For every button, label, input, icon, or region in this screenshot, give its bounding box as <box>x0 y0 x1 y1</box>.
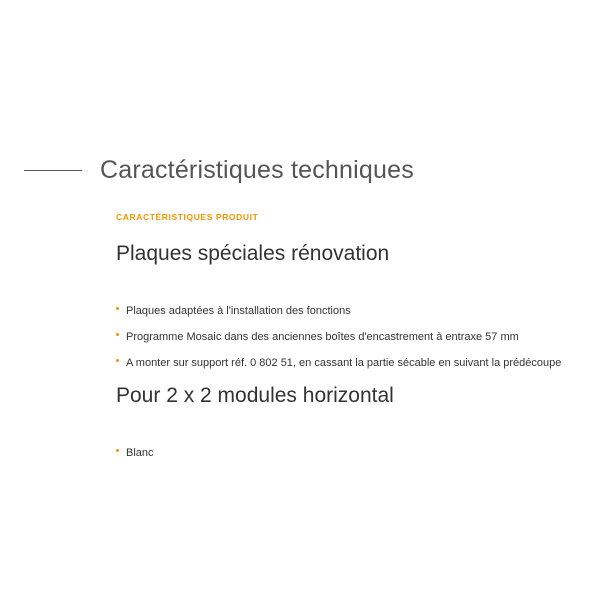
product-characteristics <box>116 212 592 459</box>
bullet-icon <box>116 333 119 336</box>
section-header <box>24 156 414 185</box>
feature-list <box>116 304 561 382</box>
list-item <box>116 356 561 382</box>
list-item <box>116 446 154 472</box>
section-title: Caractéristiques techniques <box>100 156 414 184</box>
bullet-icon <box>116 307 119 310</box>
module-heading: Pour 2 x 2 modules horizontal <box>116 384 394 407</box>
product-heading: Plaques spéciales rénovation <box>116 242 390 265</box>
color-text: Blanc <box>126 447 154 459</box>
feature-text: Programme Mosaic dans des anciennes boîtes d'encastrement à entraxe 57 mm <box>126 331 519 343</box>
color-list <box>116 446 154 472</box>
bullet-icon <box>116 449 119 452</box>
divider-line <box>24 170 82 171</box>
bullet-icon <box>116 359 119 362</box>
list-item <box>116 304 561 330</box>
list-item <box>116 330 561 356</box>
feature-text: Plaques adaptées à l'installation des fonctions <box>126 305 351 317</box>
feature-text: A monter sur support réf. 0 802 51, en cassant la partie sécable en suivant la prédécoupe <box>126 357 562 369</box>
eyebrow-label: CARACTÉRISTIQUES PRODUIT <box>116 212 259 222</box>
